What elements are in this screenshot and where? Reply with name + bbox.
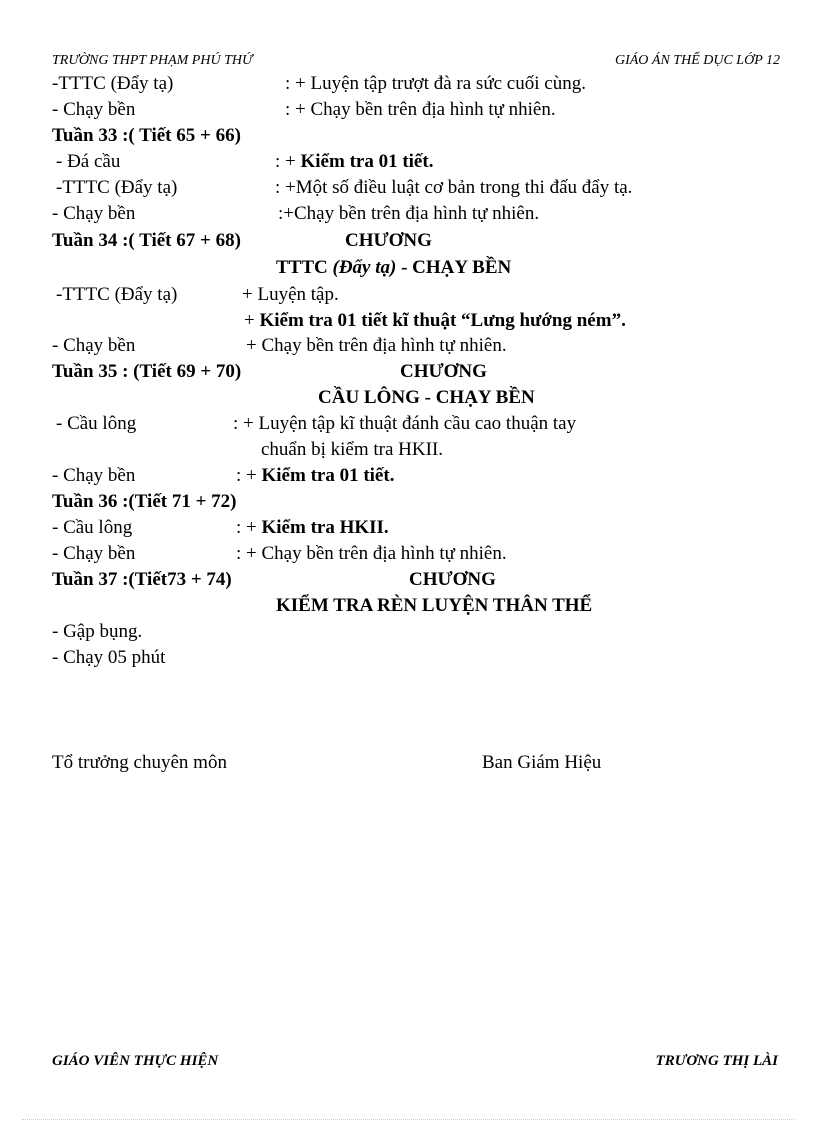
row-content: : +Một số điều luật cơ bản trong thi đấu đẩy tạ. [275, 177, 633, 198]
row-content: : + Kiểm tra HKII. [236, 517, 389, 538]
row-da-cau [0, 150, 816, 174]
row-label: - Chạy bền [52, 203, 136, 224]
row-content: : + Luyện tập trượt đà ra sức cuối cùng. [285, 73, 586, 94]
signatures [0, 751, 816, 775]
chapter-title-34 [0, 256, 816, 280]
week-36-heading [0, 490, 816, 514]
row-label: - Gập bụng. [52, 621, 143, 642]
row-chay-ben-2 [0, 202, 816, 226]
row-label: -TTTC (Đẩy tạ) [52, 73, 174, 94]
chapter-title: TTTC (Đẩy tạ) - CHẠY BỀN [276, 257, 512, 278]
signature-board-of-directors: Ban Giám Hiệu [482, 752, 602, 773]
row-content: + Luyện tập. [242, 284, 339, 305]
row-chay-ben-4 [0, 464, 816, 488]
footer-teacher-label: GIÁO VIÊN THỰC HIỆN [52, 1053, 219, 1069]
row-tttc-3 [0, 283, 816, 307]
row-cau-long-1-cont [0, 438, 816, 462]
week-title: Tuần 33 :( Tiết 65 + 66) [52, 125, 241, 146]
row-tttc-2 [0, 176, 816, 200]
chapter-title: KIỂM TRA RÈN LUYỆN THÂN THỂ [276, 595, 593, 616]
chapter-title-37 [0, 594, 816, 618]
week-37-heading [0, 568, 816, 592]
row-content: : + Kiểm tra 01 tiết. [236, 465, 395, 486]
row-label: - Chạy bền [52, 543, 136, 564]
chapter-label: CHƯƠNG [400, 361, 487, 382]
chapter-label: CHƯƠNG [409, 569, 496, 590]
page-bottom-divider [22, 1119, 794, 1120]
week-title: Tuần 36 :(Tiết 71 + 72) [52, 491, 237, 512]
row-cau-long-1 [0, 412, 816, 436]
row-content: chuẩn bị kiểm tra HKII. [261, 439, 444, 460]
week-title: Tuần 35 : (Tiết 69 + 70) [52, 361, 242, 382]
chapter-label: CHƯƠNG [345, 230, 432, 251]
row-label: - Chạy bền [52, 465, 136, 486]
row-content: : + Chạy bền trên địa hình tự nhiên. [285, 99, 556, 120]
row-label: -TTTC (Đẩy tạ) [56, 284, 178, 305]
row-content: : + Luyện tập kĩ thuật đánh cầu cao thuận tay [233, 413, 577, 434]
chapter-title-35 [0, 386, 816, 410]
row-label: - Chạy bền [52, 99, 136, 120]
row-chay-ben-5 [0, 542, 816, 566]
signature-head-of-department: Tổ trưởng chuyên môn [52, 752, 227, 773]
row-content: :+Chạy bền trên địa hình tự nhiên. [278, 203, 540, 224]
row-cau-long-2 [0, 516, 816, 540]
row-label: - Cầu lông [56, 413, 137, 434]
row-content [275, 150, 433, 174]
row-kiem-tra-ki-thuat [0, 309, 816, 333]
week-34-heading [0, 229, 816, 253]
row-chay-ben-3 [0, 334, 816, 358]
row-content: + Chạy bền trên địa hình tự nhiên. [246, 335, 507, 356]
row-tttc-1 [0, 72, 816, 96]
week-title: Tuần 34 :( Tiết 67 + 68) [52, 230, 241, 251]
row-chay-ben-1 [0, 98, 816, 122]
row-label: - Chạy bền [52, 335, 136, 356]
footer-teacher-name: TRƯƠNG THỊ LÀI [655, 1053, 778, 1069]
week-35-heading [0, 360, 816, 384]
row-prefix: : + [275, 151, 301, 172]
header-school: TRƯỜNG THPT PHẠM PHÚ THỨ [52, 53, 253, 68]
row-label: -TTTC (Đẩy tạ) [56, 177, 178, 198]
row-label: - Đá cầu [56, 151, 121, 172]
row-chay-05-phut [0, 646, 816, 670]
row-label: - Chạy 05 phút [52, 647, 166, 668]
row-content: : + Chạy bền trên địa hình tự nhiên. [236, 543, 507, 564]
week-title: Tuần 37 :(Tiết73 + 74) [52, 569, 232, 590]
header-subject: GIÁO ÁN THỂ DỤC LỚP 12 [614, 53, 780, 68]
week-33-heading [0, 124, 816, 148]
row-bold: Kiểm tra 01 tiết. [300, 151, 434, 172]
chapter-title: CẦU LÔNG - CHẠY BỀN [318, 387, 535, 408]
row-content: + Kiểm tra 01 tiết kĩ thuật “Lưng hướng ném”. [244, 310, 626, 331]
row-gap-bung [0, 620, 816, 644]
row-label: - Cầu lông [52, 517, 133, 538]
